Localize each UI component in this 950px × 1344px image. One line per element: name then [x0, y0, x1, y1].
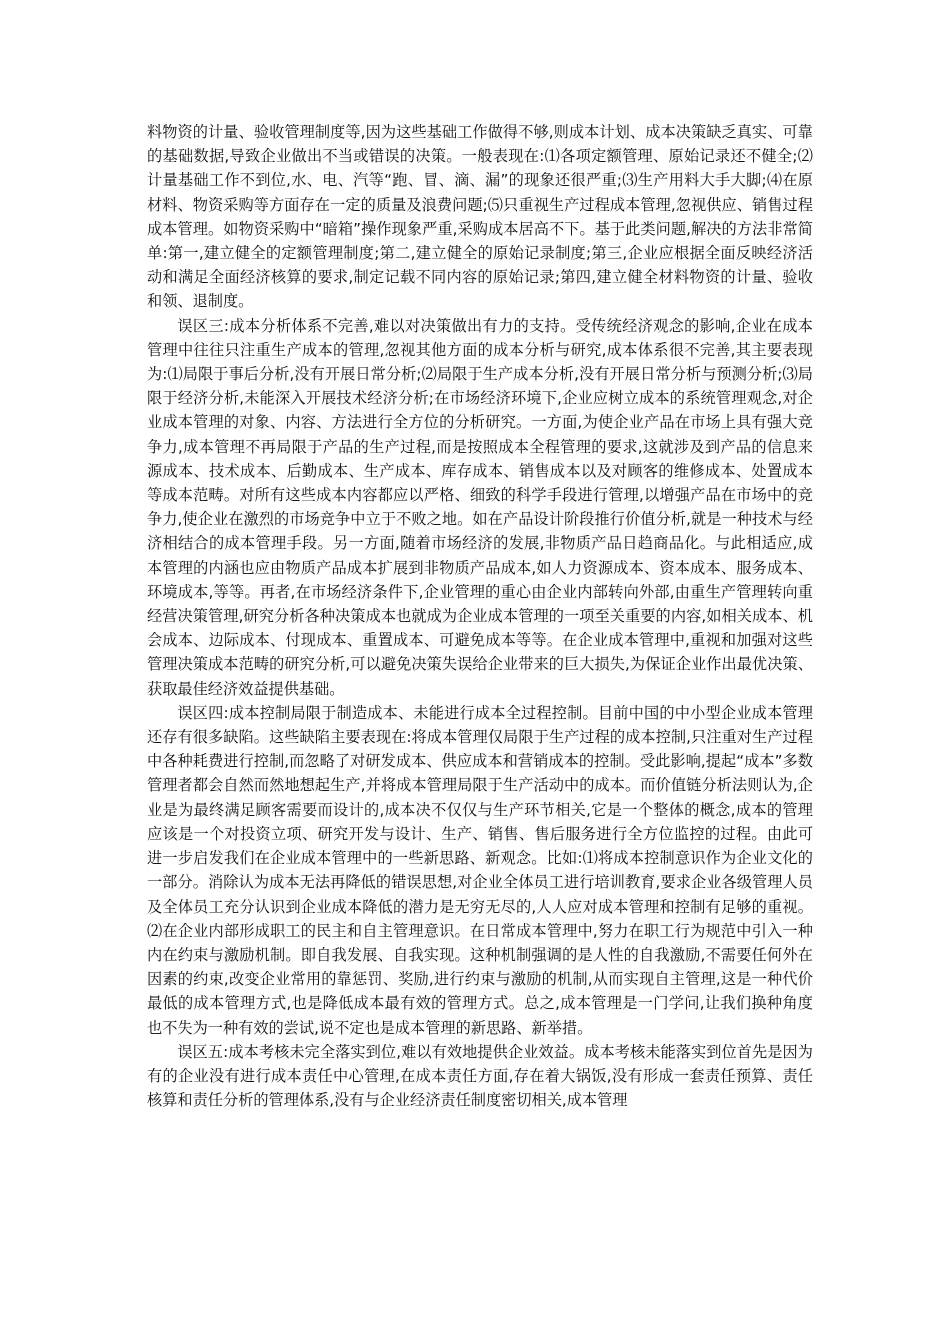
paragraph-misconception-five: 误区五:成本考核未完全落实到位,难以有效地提供企业效益。成本考核未能落实到位首先是因为有的企业没有进行成本责任中心管理,在成本责任方面,存在着大锅饭,没有形成一套责任预算、责任核算和责任分析的管理体系,没有与企业经济责任制度密切相关,成本管理 — [147, 1042, 813, 1110]
document-page — [147, 120, 813, 1112]
paragraph-misconception-three: 误区三:成本分析体系不完善,难以对决策做出有力的支持。受传统经济观念的影响,企业在成本管理中往往只注重生产成本的管理,忽视其他方面的成本分析与研究,成本体系很不完善,其主要表现为:⑴局限于事后分析,没有开展日常分析;⑵局限于生产成本分析,没有开展日常分析与预测分析;⑶局限于经济分析,未能深入开展技术经济分析;在市场经济环境下,企业应树立成本的系统管理观念,对企业成本管理的对象、内容、方法进行全方位的分析研究。一方面,为使企业产品在市场上具有强大竞争力,成本管理不再局限于产品的生产过程,而是按照成本全程管理的要求,这就涉及到产品的信息来源成本、技术成本、后勤成本、生产成本、库存成本、销售成本以及对顾客的维修成本、处置成本等成本范畴。对所有这些成本内容都应以严格、细致的科学手段进行管理,以增强产品在市场中的竞争力,使企业在激烈的市场竞争中立于不败之地。如在产品设计阶段推行价值分析,就是一种技术与经济相结合的成本管理手段。另一方面,随着市场经济的发展,非物质产品日趋商品化。与此相适应,成本管理的内涵也应由物质产品成本扩展到非物质产品成本,如人力资源成本、资本成本、服务成本、环境成本,等等。再者,在市场经济条件下,企业管理的重心由企业内部转向外部,由重生产管理转向重经营决策管理,研究分析各种决策成本也就成为企业成本管理的一项至关重要的内容,如相关成本、机会成本、边际成本、付现成本、重置成本、可避免成本等等。在企业成本管理中,重视和加强对这些管理决策成本范畴的研究分析,可以避免决策失误给企业带来的巨大损失,为保证企业作出最优决策、获取最佳经济效益提供基础。 — [147, 316, 813, 698]
paragraph-misconception-four: 误区四:成本控制局限于制造成本、未能进行成本全过程控制。目前中国的中小型企业成本管理还存有很多缺陷。这些缺陷主要表现在:将成本管理仅局限于生产过程的成本控制,只注重对生产过程中各种耗费进行控制,而忽略了对研发成本、供应成本和营销成本的控制。受此影响,提起“成本”多数管理者都会自然而然地想起生产,并将成本管理局限于生产活动中的成本。而价值链分析法则认为,企业是为最终满足顾客需要而设计的,成本决不仅仅与生产环节相关,它是一个整体的概念,成本的管理应该是一个对投资立项、研究开发与设计、生产、销售、售后服务进行全方位监控的过程。由此可进一步启发我们在企业成本管理中的一些新思路、新观念。比如:⑴将成本控制意识作为企业文化的一部分。消除认为成本无法再降低的错误思想,对企业全体员工进行培训教育,要求企业各级管理人员及全体员工充分认识到企业成本降低的潜力是无穷无尽的,人人应对成本管理和控制有足够的重视。⑵在企业内部形成职工的民主和自主管理意识。在日常成本管理中,努力在职工行为规范中引入一种内在约束与激励机制。即自我发展、自我实现。这种机制强调的是人性的自我激励,不需要任何外在因素的约束,改变企业常用的靠惩罚、奖励,进行约束与激励的机制,从而实现自主管理,这是一种代价最低的成本管理方式,也是降低成本最有效的管理方式。总之,成本管理是一门学问,让我们换种角度也不失为一种有效的尝试,说不定也是成本管理的新思路、新举措。 — [147, 703, 813, 1037]
paragraph-materials-management: 料物资的计量、验收管理制度等,因为这些基础工作做得不够,则成本计划、成本决策缺乏真实、可靠的基础数据,导致企业做出不当或错误的决策。一般表现在:⑴各项定额管理、原始记录还不健全;⑵计量基础工作不到位,水、电、汽等“跑、冒、滴、漏”的现象还很严重;⑶生产用料大手大脚;⑷在原材料、物资采购等方面存在一定的质量及浪费问题;⑸只重视生产过程成本管理,忽视供应、销售过程成本管理。如物资采购中“暗箱”操作现象严重,采购成本居高不下。基于此类问题,解决的方法非常简单:第一,建立健全的定额管理制度;第二,建立健全的原始记录制度;第三,企业应根据全面反映经济活动和满足全面经济核算的要求,制定记载不同内容的原始记录;第四,建立健全材料物资的计量、验收和领、退制度。 — [147, 123, 813, 311]
